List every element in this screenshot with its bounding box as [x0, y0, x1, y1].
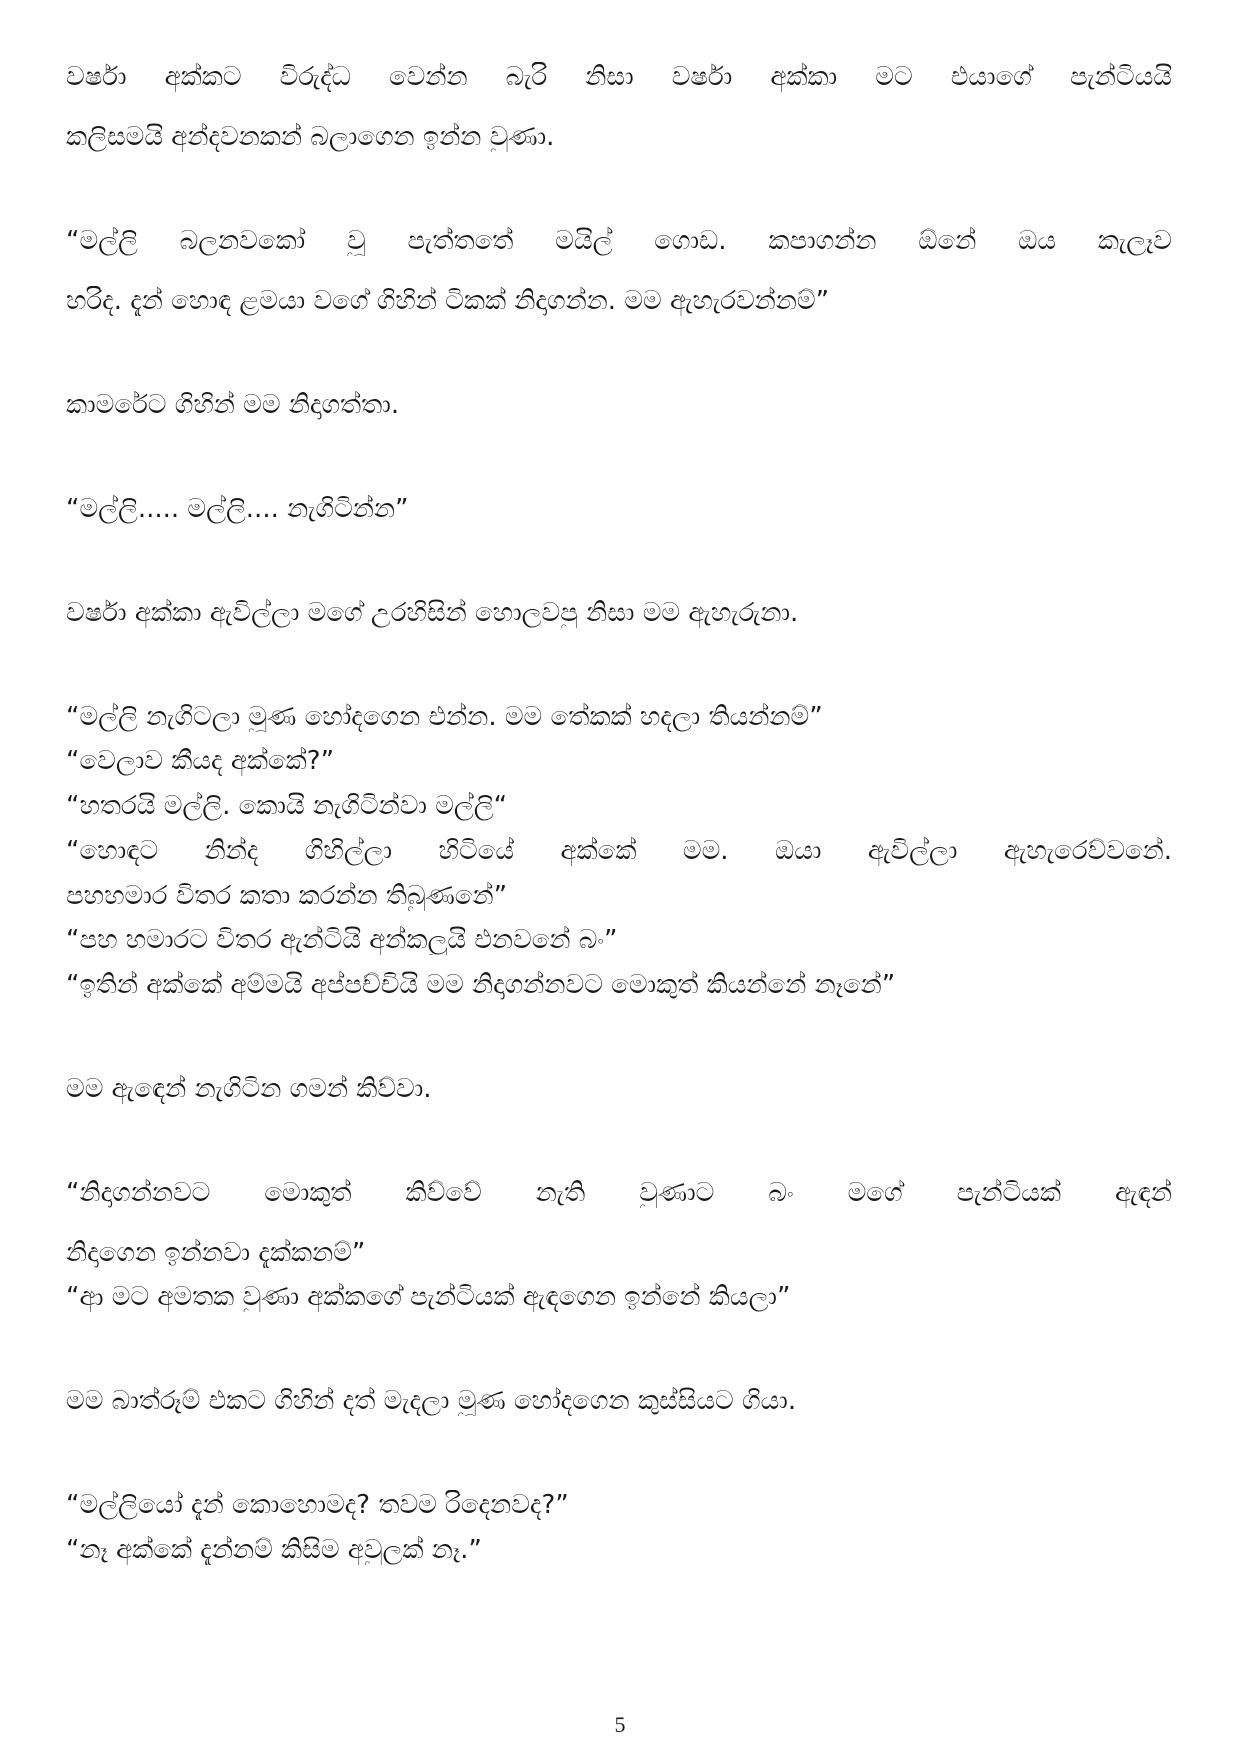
text-line: “ඉතින් අක්කේ අම්මයි අප්පච්චියි මම නිදාගන්නවට මොකුත් කියන්නේ නෑනේ”	[66, 970, 896, 1000]
text-line: පහහමාර විතර කතා කරන්න තිබුණනේ”	[66, 881, 508, 911]
text-line: “වෙලාව කීයද අක්කේ?”	[66, 746, 335, 776]
text-line: “මල්ලියෝ දැන් කොහොමද? තවම රිදෙනවද?”	[66, 1490, 569, 1520]
page-body	[66, 62, 1172, 1565]
text-line: “හතරයි මල්ලි. කොයි නැගිටින්වා මල්ලි“	[66, 791, 508, 821]
text-line: “ආ මට අමතක වුණා අක්කගේ පැන්ටියක් ඇඳගෙන ඉන්නේ කියලා”	[66, 1282, 791, 1312]
text-line: කාමරේට ගිහින් මම නිදාගත්තා.	[66, 390, 400, 420]
text-line: කලිසමයි අන්දවනකන් බලාගෙන ඉන්න වුණා.	[66, 122, 555, 152]
text-line: “නිදාගන්නවට මොකුත් කිව්වේ නැති වුණාට බං මගේ පැන්ටියක් ඇඳන්	[66, 1178, 1172, 1208]
text-line: “මල්ලි නැගිටලා මූණ හෝදගෙන එන්න. මම තේකක් හදලා තියන්නම්”	[66, 702, 823, 732]
text-line: “මල්ලි බලනවකෝ වූ පැත්තතේ මයිල් ගොඩ. කපාගන්න ඕනේ ඔය කැලෑව	[66, 226, 1172, 256]
text-line: මම බාත්රූම් එකට ගිහින් දත් මැදලා මූණ හෝදගෙන කුස්සියට ගියා.	[66, 1386, 797, 1416]
text-line: වර්ෂා අක්කට විරුද්ධ වෙන්න බැරි නිසා වර්ෂා අක්කා මට එයාගේ පැන්ටියයි	[66, 62, 1172, 92]
text-line: වර්ෂා අක්කා ඇවිල්ලා මගේ උරහිසින් හොලවපු නිසා මම ඇහැරුනා.	[66, 598, 799, 628]
text-line: “පහ හමාරට විතර ඇන්ටියි අන්කලුයි එනවනේ බං”	[66, 925, 618, 955]
text-line: නිදාගෙන ඉන්නවා දැක්කනම්”	[66, 1238, 366, 1268]
text-line: හරිද. දැන් හොඳ ළමයා වගේ ගිහින් ටිකක් නිදාගන්න. මම ඇහැරවන්නම්”	[66, 286, 830, 316]
page-number: 5	[614, 1712, 626, 1737]
text-line: “හොඳට නින්ද ගිහිල්ලා හිටියේ අක්කේ මම. ඔයා ඇවිල්ලා ඇහැරෙව්වනේ.	[66, 836, 1172, 866]
text-line: “නෑ අක්කේ දැන්නම් කිසිම අවුලක් නෑ.”	[66, 1535, 482, 1565]
text-line: “මල්ලි..... මල්ලි.... නැගිටින්න”	[66, 494, 409, 524]
text-line: මම ඇඳෙන් නැගිටින ගමන් කිව්වා.	[66, 1074, 432, 1104]
